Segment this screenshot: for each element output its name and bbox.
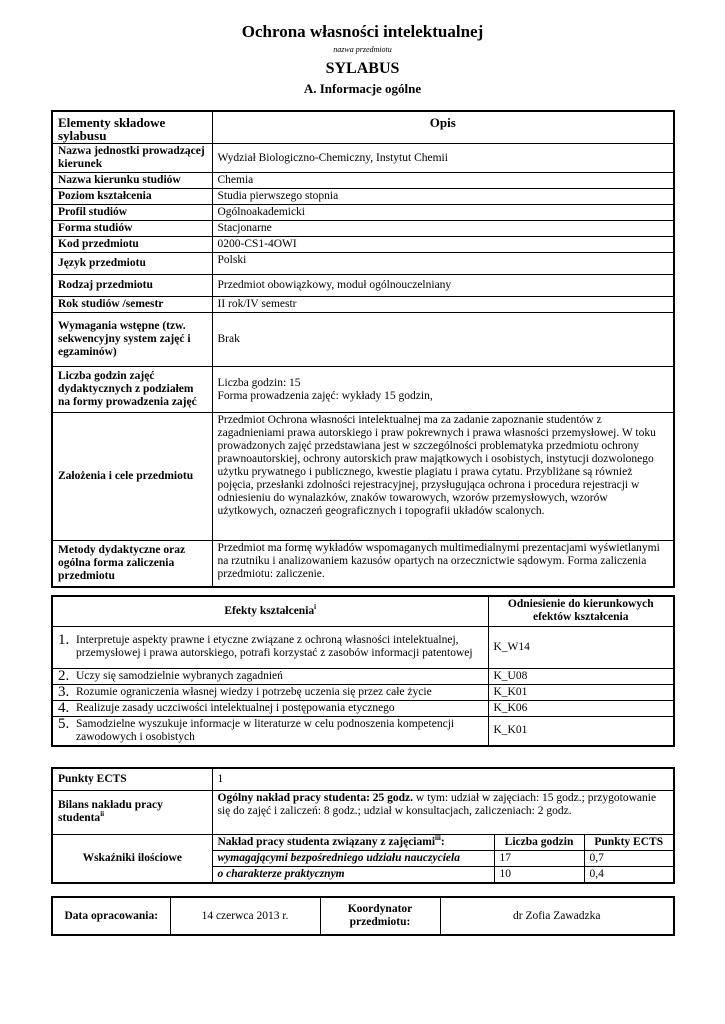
workload-hours: 17 (494, 850, 584, 866)
effect-text: Uczy się samodzielnie wybranych zagadnień (76, 669, 283, 682)
info-value: Ogólnoakademicki (212, 205, 674, 221)
col-hours-header: Liczba godzin (494, 834, 584, 850)
sylabus-heading: SYLABUS (325, 60, 400, 77)
coordinator-label: Koordynator przedmiotu: (320, 897, 440, 935)
workload-type: wymagającymi bezpośredniego udziału nauczyciela (212, 850, 494, 866)
wsk-header (212, 834, 494, 850)
effect-text: Realizuje zasady uczciwości intelektualnej i postępowania etycznego (76, 701, 395, 714)
effect-ref: K_K06 (488, 700, 674, 716)
info-key: Założenia i cele przedmiotu (52, 413, 212, 541)
date-label: Data opracowania: (52, 897, 170, 935)
info-table (51, 110, 675, 588)
effect-text: Interpretuje aspekty prawne i etyczne związane z ochroną własności intelektualnej, przemysłowej i prawa autorskiego, potrafi korzystać z zasobów informacji patentowej (76, 634, 473, 659)
info-col1-header: Elementy składowe sylabusu (52, 111, 212, 144)
effect-number: 2. (58, 667, 70, 684)
workload-points: 0,4 (584, 866, 674, 883)
hours-form: Forma prowadzenia zajęć: wykłady 15 godzin, (217, 389, 433, 402)
info-key: Nazwa kierunku studiów (52, 173, 212, 189)
info-key: Poziom kształcenia (52, 189, 212, 205)
ects-table (51, 767, 675, 884)
effects-header-text: Efekty kształcenia (224, 604, 315, 617)
effect-row (52, 716, 488, 746)
endnote-ref: iii (435, 833, 441, 842)
footer-table (51, 896, 675, 936)
info-value: Chemia (212, 173, 674, 189)
info-value: Stacjonarne (212, 221, 674, 237)
effect-number: 4. (58, 699, 70, 716)
info-key: Forma studiów (52, 221, 212, 237)
info-value: Studia pierwszego stopnia (212, 189, 674, 205)
section-heading: A. Informacje ogólne (303, 81, 422, 96)
wsk-header-text: Nakład pracy studenta związany z zajęciami (217, 835, 436, 848)
effect-number: 1. (58, 632, 70, 648)
info-key: Rok studiów /semestr (52, 297, 212, 313)
effect-text: Rozumie ograniczenia własnej wiedzy i potrzebę uczenia się przez całe życie (76, 685, 432, 698)
info-value: 0200-CS1-4OWI (212, 237, 674, 253)
subject-caption: nazwa przedmiotu (333, 45, 392, 54)
effect-row (52, 700, 488, 716)
col-points-header: Punkty ECTS (584, 834, 674, 850)
info-key: Rodzaj przedmiotu (52, 275, 212, 297)
effect-row (52, 668, 488, 684)
info-key: Metody dydaktyczne oraz ogólna forma zaliczenia przedmiotu (52, 541, 212, 587)
coordinator-value: dr Zofia Zawadzka (440, 897, 674, 935)
info-value (212, 367, 674, 413)
info-value: Wydział Biologiczno-Chemiczny, Instytut Chemii (212, 144, 674, 173)
page-title: Ochrona własności intelektualnej (241, 22, 484, 41)
bilans-bold: Ogólny nakład pracy studenta: 25 godz. (217, 791, 414, 804)
effect-text: Samodzielne wyszukuje informacje w literaturze w celu podnoszenia kompetencji zawodowych i osobistych (76, 717, 455, 743)
effect-ref: K_U08 (488, 668, 674, 684)
effect-row (52, 626, 488, 668)
endnote-ref: ii (100, 810, 105, 819)
effect-number: 3. (58, 683, 70, 700)
ects-value: 1 (212, 768, 674, 790)
info-col2-header: Opis (212, 111, 674, 144)
wsk-header-colon: : (440, 835, 445, 848)
effect-number: 5. (58, 715, 70, 732)
info-key: Język przedmiotu (52, 253, 212, 275)
info-key: Nazwa jednostki prowadzącej kierunek (52, 144, 212, 173)
info-value: Brak (212, 313, 674, 367)
bilans-value (212, 790, 674, 834)
bilans-rest: w tym: udział w zajęciach: 15 godz.; przygotowanie się do zajęć i zaliczeń: 8 godz.; udział w konsultacjach, zaliczeniach: 2 godz. (217, 791, 657, 817)
ects-label: Punkty ECTS (52, 768, 212, 790)
info-value: II rok/IV semestr (212, 297, 674, 313)
info-value: Przedmiot obowiązkowy, moduł ogólnouczelniany (212, 275, 674, 297)
endnote-ref: i (314, 602, 317, 611)
info-value: Przedmiot Ochrona własności intelektualnej ma za zadanie zapoznanie studentów z zagadnieniami prawa autorskiego i praw pokrewnych i prawa własności przemysłowej. W toku prowadzonych zajęć przedstawiana jest w szczególności problematyka przedmiotu ochrony prawnoautorskiej, ochrony autorskich praw majątkowych i osobistych, instytucji dozwolonego użytku prywatnego i publicznego, kwestie plagiatu i prawa cytatu. Przybliżane są również pojęcia, przesłanki zdolności rejestracyjnej, przysługująca ochrona i procedura rejestracji w odniesieniu do wynalazków, znaków towarowych, wzorów przemysłowych, wzorów użytkowych, oznaczeń geograficznych i topografii układów scalonych. (212, 413, 674, 541)
info-key: Wymagania wstępne (tzw. sekwencyjny system zajęć i egzaminów) (52, 313, 212, 367)
info-key: Profil studiów (52, 205, 212, 221)
workload-hours: 10 (494, 866, 584, 883)
bilans-label-text: Bilans nakładu pracy studenta (58, 799, 163, 824)
effects-table (51, 595, 675, 747)
hours-count: Liczba godzin: 15 (217, 376, 301, 389)
effects-header (52, 596, 488, 626)
effect-ref: K_K01 (488, 684, 674, 700)
effects-ref-header: Odniesienie do kierunkowych efektów kształcenia (488, 596, 674, 626)
info-value: Polski (212, 253, 674, 275)
info-key: Kod przedmiotu (52, 237, 212, 253)
effect-row (52, 684, 488, 700)
date-value: 14 czerwca 2013 r. (170, 897, 320, 935)
effect-ref: K_K01 (488, 716, 674, 746)
workload-type: o charakterze praktycznym (212, 866, 494, 883)
effect-ref: K_W14 (488, 626, 674, 668)
info-value: Przedmiot ma formę wykładów wspomaganych multimedialnymi prezentacjami wyświetlanymi na rzutniku i analizowaniem kazusów opartych na orzecznictwie sądowym. Forma zaliczenia przedmiotu: zaliczenie. (212, 541, 674, 587)
info-key: Liczba godzin zajęć dydaktycznych z podziałem na formy prowadzenia zajęć (52, 367, 212, 413)
bilans-label (52, 790, 212, 834)
wsk-label: Wskaźniki ilościowe (52, 834, 212, 883)
workload-points: 0,7 (584, 850, 674, 866)
